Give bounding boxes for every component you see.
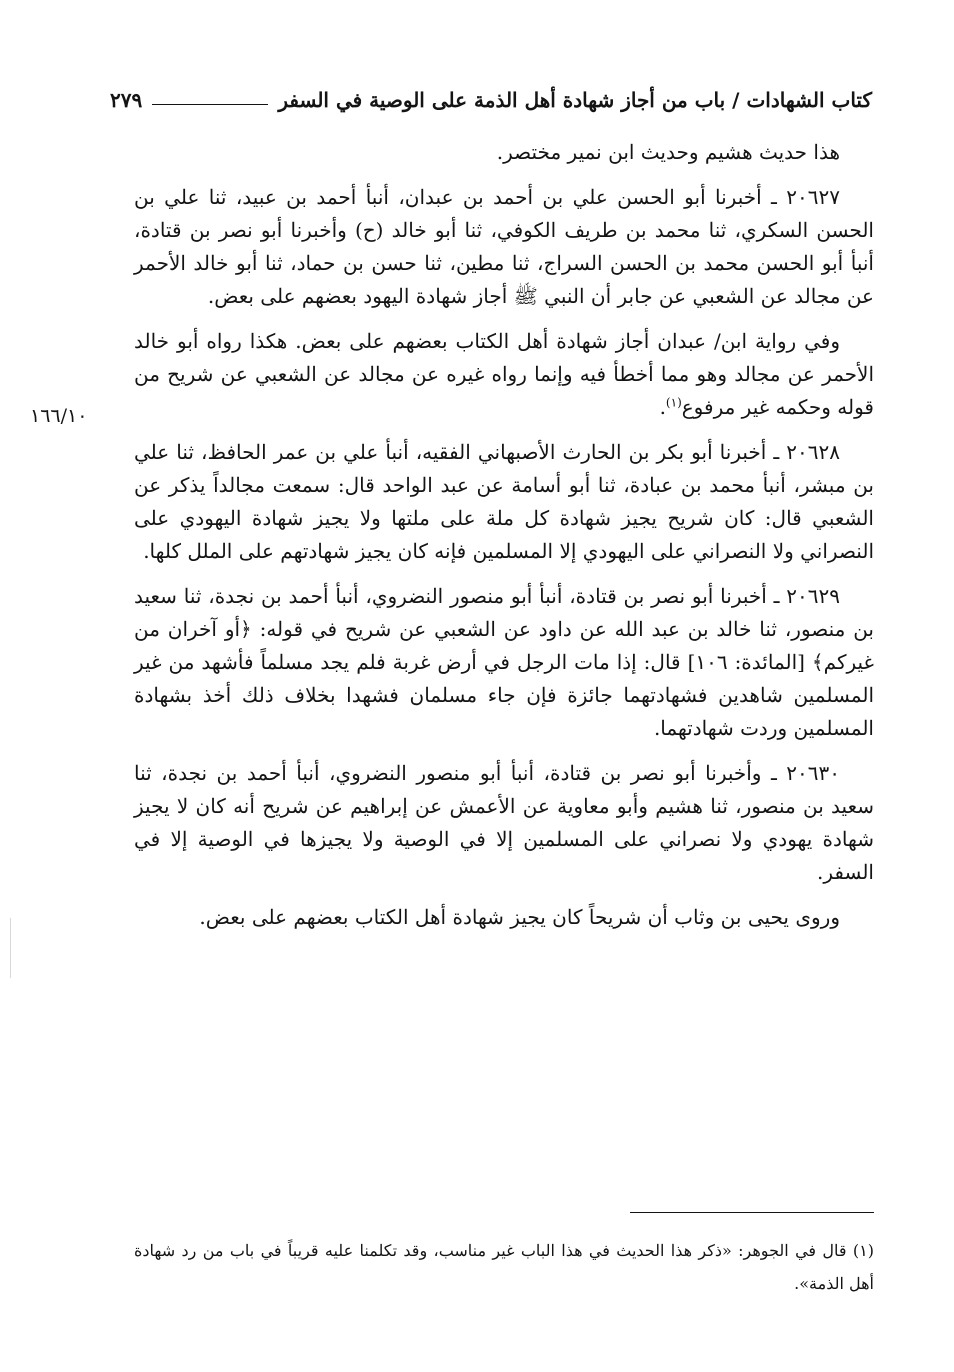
header-title: كتاب الشهادات / باب من أجاز شهادة أهل الذمة على الوصية في السفر <box>278 88 872 112</box>
running-header <box>110 80 872 120</box>
footnote: (١) قال في الجوهر: «ذكر هذا الحديث في هذا الباب غير مناسب، وقد تكلمنا عليه قريباً في باب من رد شهادة أهل الذمة». <box>134 1241 874 1293</box>
footnote-marker[interactable]: (١) <box>665 395 682 410</box>
paragraph: وروى يحيى بن وثاب أن شريحاً كان يجيز شهادة أهل الكتاب بعضهم على بعض. <box>199 905 840 929</box>
paragraph-text: وفي رواية ابن/ عبدان أجاز شهادة أهل الكتاب بعضهم على بعض. هكذا رواه أبو خالد الأحمر عن مجالد وهو مما أخطأ فيه وإنما رواه غيره عن مجالد عن الشعبي عن شريح من قوله وحكمه غير مرفوع <box>134 329 874 419</box>
paragraph: ٢٠٦٢٩ ـ أخبرنا أبو نصر بن قتادة، أنبأ أبو منصور النضروي، أنبأ أحمد بن نجدة، ثنا سعيد بن منصور، ثنا خالد بن عبد الله عن داود عن الشعبي عن شريح في قوله: ﴿أو آخران من غيركم﴾ [المائدة: ١٠٦] قال: إذا مات الرجل في أرض غربة فلم يجد مسلماً فأشهد من غير المسلمين شاهدين فشهادتهما جائزة فإن جاء مسلمان فشهدا بخلاف ذلك أخذ بشهادة المسلمين وردت شهادتهما. <box>134 584 875 740</box>
footnote-separator <box>630 1212 874 1213</box>
header-rule <box>152 104 268 105</box>
paragraph-end: . <box>659 395 666 419</box>
page-number: ٢٧٩ <box>110 88 143 112</box>
paragraph: ٢٠٦٣٠ ـ وأخبرنا أبو نصر بن قتادة، أنبأ أبو منصور النضروي، أنبأ أحمد بن نجدة، ثنا سعيد بن منصور، ثنا هشيم وأبو معاوية عن الأعمش عن إبراهيم عن شريح أنه كان لا يجيز شهادة يهودي ولا نصراني على المسلمين إلا في الوصية ولا يجيزها في الوصية إلا في السفر. <box>134 761 874 884</box>
main-text <box>134 136 874 946</box>
paragraph: ٢٠٦٢٧ ـ أخبرنا أبو الحسن علي بن أحمد بن عبدان، أنبأ أحمد بن عبيد، ثنا علي بن الحسن السكري، ثنا محمد بن طريف الكوفي، ثنا أبو خالد (ح) وأخبرنا أبو نصر بن قتادة، أنبأ أبو الحسن محمد بن الحسن السراج، ثنا مطين، ثنا حسن بن حماد، ثنا أبو خالد الأحمر عن مجالد عن الشعبي عن جابر أن النبي ﷺ أجاز شهادة اليهود بعضهم على بعض. <box>134 185 874 308</box>
paragraph: ٢٠٦٢٨ ـ أخبرنا أبو بكر بن الحارث الأصبهاني الفقيه، أنبأ علي بن عمر الحافظ، ثنا علي بن مبشر، أنبأ محمد بن عبادة، ثنا أبو أسامة عن عبد الواحد قال: سمعت مجالداً يذكر عن الشعبي قال: كان شريح يجيز شهادة كل ملة على ملتها ولا يجيز شهادة اليهودي على النصراني ولا النصراني على اليهودي إلا المسلمين فإنه كان يجيز شهادتهم على الملل كلها. <box>134 440 874 563</box>
paragraph <box>134 325 874 424</box>
paragraph: هذا حديث هشيم وحديث ابن نمير مختصر. <box>496 140 840 164</box>
margin-reference: ١٦٦/١٠ <box>30 405 88 427</box>
scan-edge-mark <box>10 918 11 978</box>
